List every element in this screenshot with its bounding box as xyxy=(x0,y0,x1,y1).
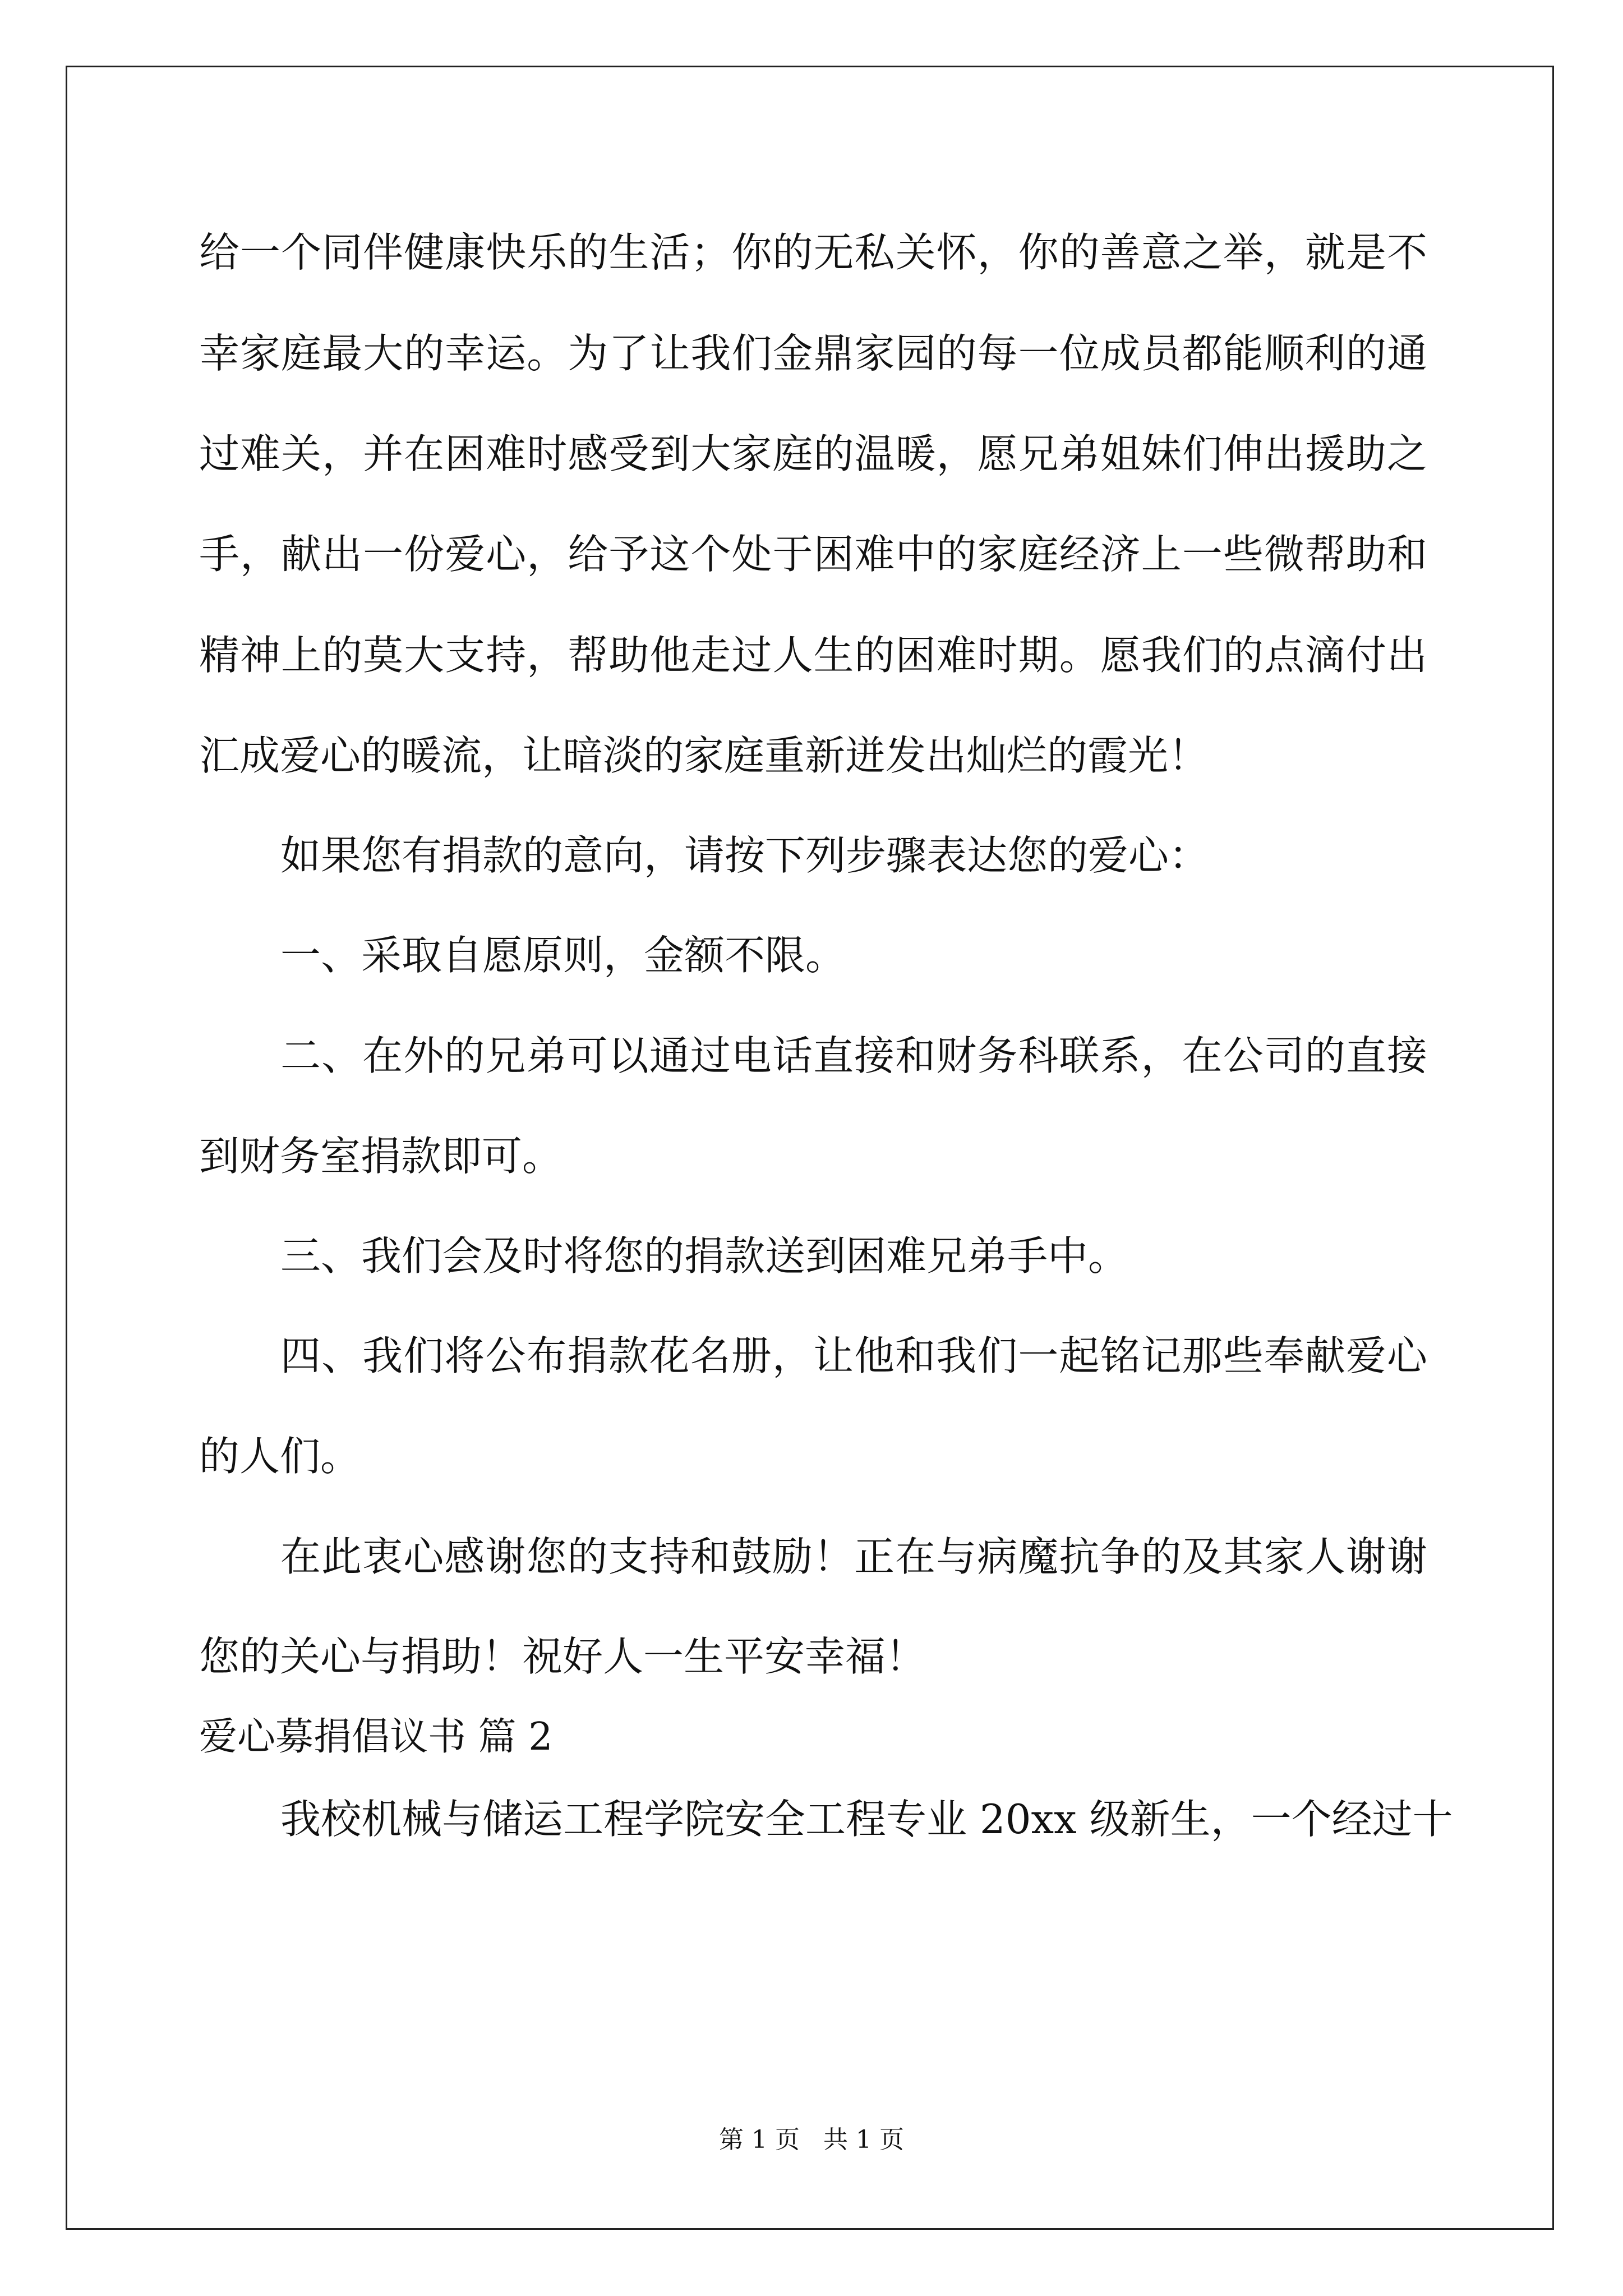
paragraph-line: 汇成爱心的暖流，让暗淡的家庭重新迸发出灿烂的霞光！ xyxy=(199,732,1209,779)
paragraph-line: 手，献出一份爱心，给予这个处于困难中的家庭经济上一些微帮助和 xyxy=(199,531,1427,578)
thanks-line: 在此衷心感谢您的支持和鼓励！正在与病魔抗争的及其家人谢谢 xyxy=(280,1533,1427,1580)
step-4-line: 四、我们将公布捐款花名册，让他和我们一起铭记那些奉献爱心 xyxy=(280,1332,1427,1379)
section-2-line: 我校机械与储运工程学院安全工程专业 20xx 级新生，一个经过十 xyxy=(280,1796,1453,1843)
step-2-line: 二、在外的兄弟可以通过电话直接和财务科联系，在公司的直接 xyxy=(280,1032,1427,1079)
step-4-line: 的人们。 xyxy=(199,1433,361,1480)
step-1-line: 一、采取自愿原则，金额不限。 xyxy=(280,932,846,979)
page-footer: 第 1 页 共 1 页 xyxy=(719,2125,904,2154)
paragraph-line: 给一个同伴健康快乐的生活；你的无私关怀，你的善意之举，就是不 xyxy=(199,229,1427,276)
section-heading: 爱心募捐倡议书 篇 2 xyxy=(199,1715,553,1759)
paragraph-line: 过难关，并在困难时感受到大家庭的温暖，愿兄弟姐妹们伸出援助之 xyxy=(199,430,1427,477)
paragraph-line: 精神上的莫大支持，帮助他走过人生的困难时期。愿我们的点滴付出 xyxy=(199,632,1427,679)
thanks-line: 您的关心与捐助！祝好人一生平安幸福！ xyxy=(199,1633,926,1680)
paragraph-line: 幸家庭最大的幸运。为了让我们金鼎家园的每一位成员都能顺利的通 xyxy=(199,330,1427,377)
step-3-line: 三、我们会及时将您的捐款送到困难兄弟手中。 xyxy=(280,1232,1129,1280)
step-2-line: 到财务室捐款即可。 xyxy=(199,1133,563,1180)
intro-line: 如果您有捐款的意向，请按下列步骤表达您的爱心： xyxy=(280,832,1210,879)
